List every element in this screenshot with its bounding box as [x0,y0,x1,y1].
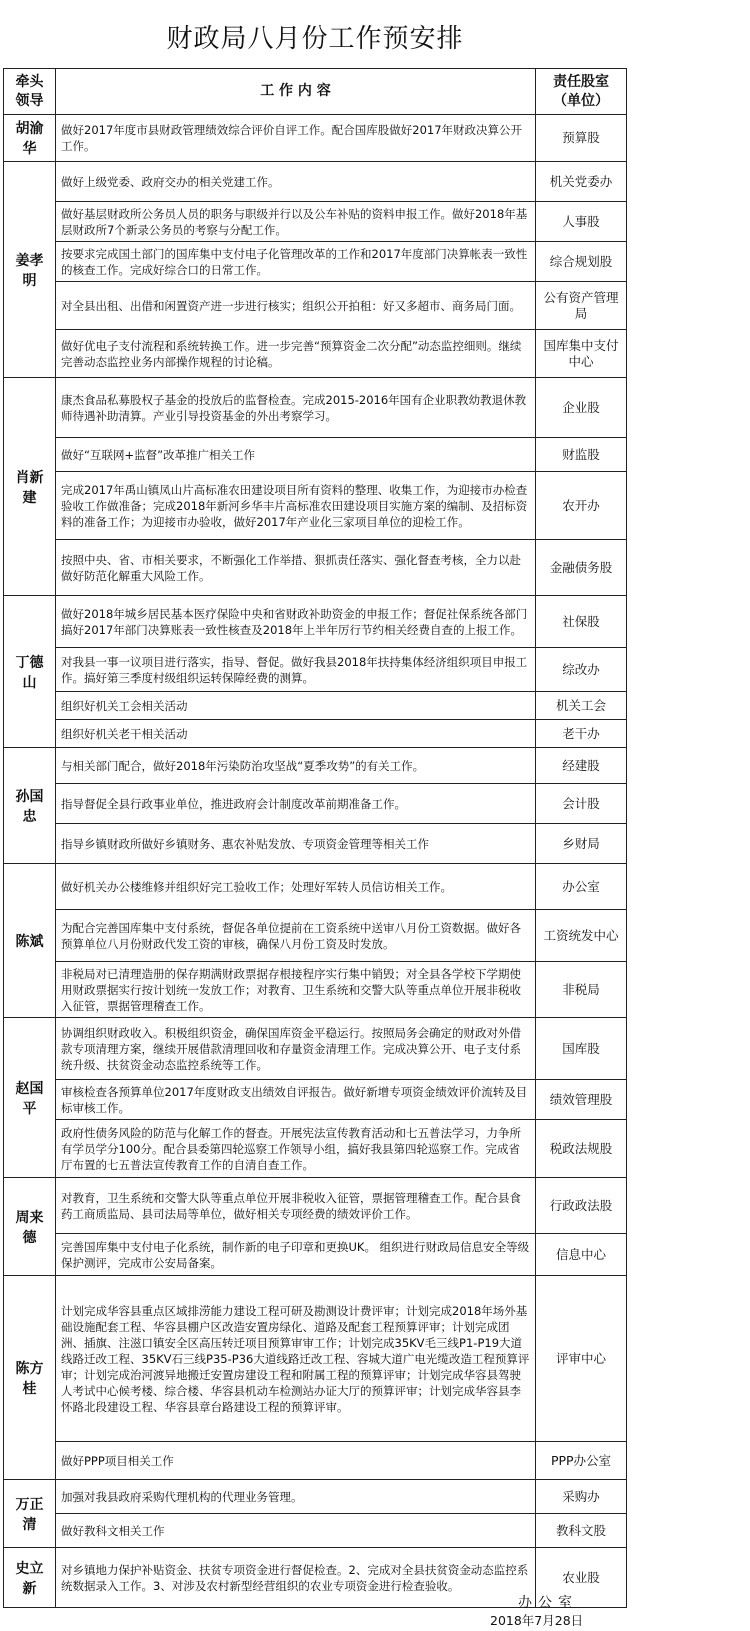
table-row [4,1018,627,1080]
responsible-dept-cell: 办公室 [536,864,627,910]
work-content-cell: 政府性债务风险的防范与化解工作的督查。开展宪法宣传教育活动和七五普法学习，力争所有学员学分100分。配合县委第四轮巡察工作领导小组，搞好我县第四轮巡察工作。完成省厅布置的七五普法宣传教育工作的自清自查工作。 [56,1120,536,1178]
table-row [4,1080,627,1120]
responsible-dept-cell: 行政政法股 [536,1178,627,1234]
table-row [4,1442,627,1480]
table-row [4,784,627,824]
responsible-dept-cell: 社保股 [536,596,627,648]
work-content-cell: 对教育，卫生系统和交警大队等重点单位开展非税收入征管，票据管理稽查工作。配合县食药工商质监局、县司法局等单位，做好相关专项经费的绩效评价工作。 [56,1178,536,1234]
table-row [4,864,627,910]
work-content-cell: 为配合完善国库集中支付系统，督促各单位提前在工资系统中送审八月份工资数据。做好各预算单位八月份财政代发工资的审核，确保八月份工资及时发放。 [56,910,536,962]
work-content-cell: 做好“互联网+监督”改革推广相关工作 [56,438,536,472]
responsible-dept-cell: 会计股 [536,784,627,824]
lead-leader-cell: 胡渝华 [4,115,56,162]
work-content-cell: 完善国库集中支付电子化系统，制作新的电子印章和更换UK。 组织进行财政局信息安全等级保护测评，完成市公安局备案。 [56,1234,536,1276]
table-row [4,242,627,282]
table-row [4,1276,627,1442]
lead-leader-cell: 万正清 [4,1480,56,1548]
responsible-dept-cell: 企业股 [536,378,627,438]
work-content-cell: 协调组织财政收入。积极组织资金，确保国库资金平稳运行。按照局务会确定的财政对外借款专项清理方案，继续开展借款清理回收和存量资金清理工作。完成决算公开、电子支付系统升级、扶贫资金动态监控系统等工作。 [56,1018,536,1080]
responsible-dept-cell: 预算股 [536,115,627,162]
responsible-dept-cell: 非税局 [536,962,627,1018]
table-row [4,1480,627,1514]
lead-leader-cell: 姜孝明 [4,162,56,378]
work-content-cell: 按照中央、省、市相关要求，不断强化工作举措、狠抓责任落实、强化督查考核，全力以赴做好防范化解重大风险工作。 [56,540,536,596]
work-plan-table [3,68,627,1608]
lead-leader-cell: 赵国平 [4,1018,56,1178]
responsible-dept-cell: 工资统发中心 [536,910,627,962]
lead-leader-cell: 陈斌 [4,864,56,1018]
work-content-cell: 完成2017年禹山镇凤山片高标准农田建设项目所有资料的整理、收集工作，为迎接市办检查验收工作做准备；完成2018年新河乡华丰片高标准农田建设项目实施方案的编制、及招标资料的准备工作；为迎接市办验收，做好2017年产业化三家项目单位的迎检工作。 [56,472,536,540]
work-content-cell: 做好PPP项目相关工作 [56,1442,536,1480]
responsible-dept-cell: 评审中心 [536,1276,627,1442]
work-content-cell: 对我县一事一议项目进行落实，指导、督促。做好我县2018年扶持集体经济组织项目申报工作。搞好第三季度村级组织运转保障经费的测算。 [56,648,536,692]
responsible-dept-cell: 农业股 [536,1548,627,1608]
footer-office: 办公室 [518,1595,578,1611]
footer-date: 2018年7月28日 [490,1613,584,1628]
header-dept: 责任股室 （单位） [536,69,627,115]
responsible-dept-cell: 税政法规股 [536,1120,627,1178]
table-row [4,824,627,864]
page-title: 财政局八月份工作预安排 [166,24,464,54]
table-row [4,748,627,784]
header-leader: 牵头 领导 [4,69,56,115]
table-row [4,162,627,202]
work-content-cell: 做好上级党委、政府交办的相关党建工作。 [56,162,536,202]
table-row [4,378,627,438]
work-content-cell: 做好优电子支付流程和系统转换工作。进一步完善“预算资金二次分配”动态监控细则。继续完善动态监控业务内部操作规程的讨论稿。 [56,330,536,378]
lead-leader-cell: 史立新 [4,1548,56,1608]
responsible-dept-cell: 农开办 [536,472,627,540]
work-content-cell: 审核检查各预算单位2017年度财政支出绩效自评报告。做好新增专项资金绩效评价流转及目标审核工作。 [56,1080,536,1120]
work-content-cell: 按要求完成国土部门的国库集中支付电子化管理改革的工作和2017年度部门决算帐表一致性的核查工作。完成好综合口的日常工作。 [56,242,536,282]
table-row [4,472,627,540]
table-row [4,596,627,648]
responsible-dept-cell: 教科文股 [536,1514,627,1548]
work-content-cell: 康杰食品私募股权子基金的投放后的监督检查。完成2015-2016年国有企业职教幼教退休教师待遇补助清算。产业引导投资基金的外出考察学习。 [56,378,536,438]
responsible-dept-cell: PPP办公室 [536,1442,627,1480]
work-content-cell: 计划完成华容县重点区域排涝能力建设工程可研及勘测设计费评审；计划完成2018年场外基础设施配套工程、华容县棚户区改造安置房绿化、道路及配套工程预算评审；计划完成团洲、插旗、注滋口镇安全区高压转迁项目预算审审工作；计划完成35KV毛三线P1-P19大道线路迁改工程、35KV石三线P35-P36大道线路迁改工程、容城大道广电光缆改造工程预算评审；计划完成治河渡异地搬迁安置房建设工程和附属工程的预算评审；计划完成华容县驾驶人考试中心候考楼、综合楼、华容县机动车检测站办证大厅的预算评审；计划完成华容县李怀路北段建设工程、华容县章台路建设工程的预算评审。 [56,1276,536,1442]
work-content-cell: 组织好机关老干相关活动 [56,720,536,748]
table-row [4,1234,627,1276]
header-content: 工 作 内 容 [56,69,536,115]
table-row [4,720,627,748]
table-row [4,282,627,330]
work-content-cell: 做好机关办公楼维修并组织好完工验收工作；处理好军转人员信访相关工作。 [56,864,536,910]
responsible-dept-cell: 机关党委办 [536,162,627,202]
lead-leader-cell: 丁德山 [4,596,56,748]
table-row [4,115,627,162]
work-content-cell: 做好2018年城乡居民基本医疗保险中央和省财政补助资金的申报工作；督促社保系统各部门搞好2017年部门决算账表一致性核查及2018年上半年厉行节约相关经费自查的上报工作。 [56,596,536,648]
lead-leader-cell: 孙国忠 [4,748,56,864]
work-content-cell: 与相关部门配合，做好2018年污染防治攻坚战“夏季攻势”的有关工作。 [56,748,536,784]
responsible-dept-cell: 乡财局 [536,824,627,864]
table-row [4,1178,627,1234]
responsible-dept-cell: 公有资产管理局 [536,282,627,330]
responsible-dept-cell: 综合规划股 [536,242,627,282]
table-row [4,962,627,1018]
work-content-cell: 非税局对已清理造册的保存期满财政票据存根接程序实行集中销毁；对全县各学校下学期使用财政票据实行按计划统一发放工作；对教育、卫生系统和交警大队等重点单位开展非税收入征管，票据管理稽查工作。 [56,962,536,1018]
lead-leader-cell: 周来德 [4,1178,56,1276]
responsible-dept-cell: 国库股 [536,1018,627,1080]
work-content-cell: 做好2017年度市县财政管理绩效综合评价自评工作。配合国库股做好2017年财政决算公开工作。 [56,115,536,162]
table-header-row [4,69,627,115]
table-body [4,115,627,1608]
table-row [4,1514,627,1548]
table-row [4,438,627,472]
work-content-cell: 指导督促全县行政事业单位，推进政府会计制度改革前期准备工作。 [56,784,536,824]
table-row [4,692,627,720]
table-row [4,202,627,242]
table-row [4,1120,627,1178]
work-content-cell: 做好教科文相关工作 [56,1514,536,1548]
work-content-cell: 加强对我县政府采购代理机构的代理业务管理。 [56,1480,536,1514]
responsible-dept-cell: 信息中心 [536,1234,627,1276]
responsible-dept-cell: 金融债务股 [536,540,627,596]
responsible-dept-cell: 经建股 [536,748,627,784]
responsible-dept-cell: 机关工会 [536,692,627,720]
responsible-dept-cell: 综改办 [536,648,627,692]
responsible-dept-cell: 人事股 [536,202,627,242]
work-content-cell: 组织好机关工会相关活动 [56,692,536,720]
table-row [4,910,627,962]
blank-margin [628,0,750,1631]
table-row [4,648,627,692]
responsible-dept-cell: 绩效管理股 [536,1080,627,1120]
work-content-cell: 做好基层财政所公务员人员的职务与职级并行以及公车补贴的资料申报工作。做好2018年基层财政所7个新录公务员的考察与分配工作。 [56,202,536,242]
lead-leader-cell: 陈方桂 [4,1276,56,1480]
lead-leader-cell: 肖新建 [4,378,56,596]
table-row [4,540,627,596]
responsible-dept-cell: 财监股 [536,438,627,472]
work-content-cell: 对全县出租、出借和闲置资产进一步进行核实；组织公开拍租：好又多超市、商务局门面。 [56,282,536,330]
responsible-dept-cell: 国库集中支付中心 [536,330,627,378]
table-row [4,330,627,378]
responsible-dept-cell: 采购办 [536,1480,627,1514]
work-content-cell: 对乡镇地力保护补贴资金、扶贫专项资金进行督促检查。2、完成对全县扶贫资金动态监控系统数据录入工作。3、对涉及农村新型经营组织的农业专项资金进行检查验收。 [56,1548,536,1608]
responsible-dept-cell: 老干办 [536,720,627,748]
work-content-cell: 指导乡镇财政所做好乡镇财务、惠农补贴发放、专项资金管理等相关工作 [56,824,536,864]
